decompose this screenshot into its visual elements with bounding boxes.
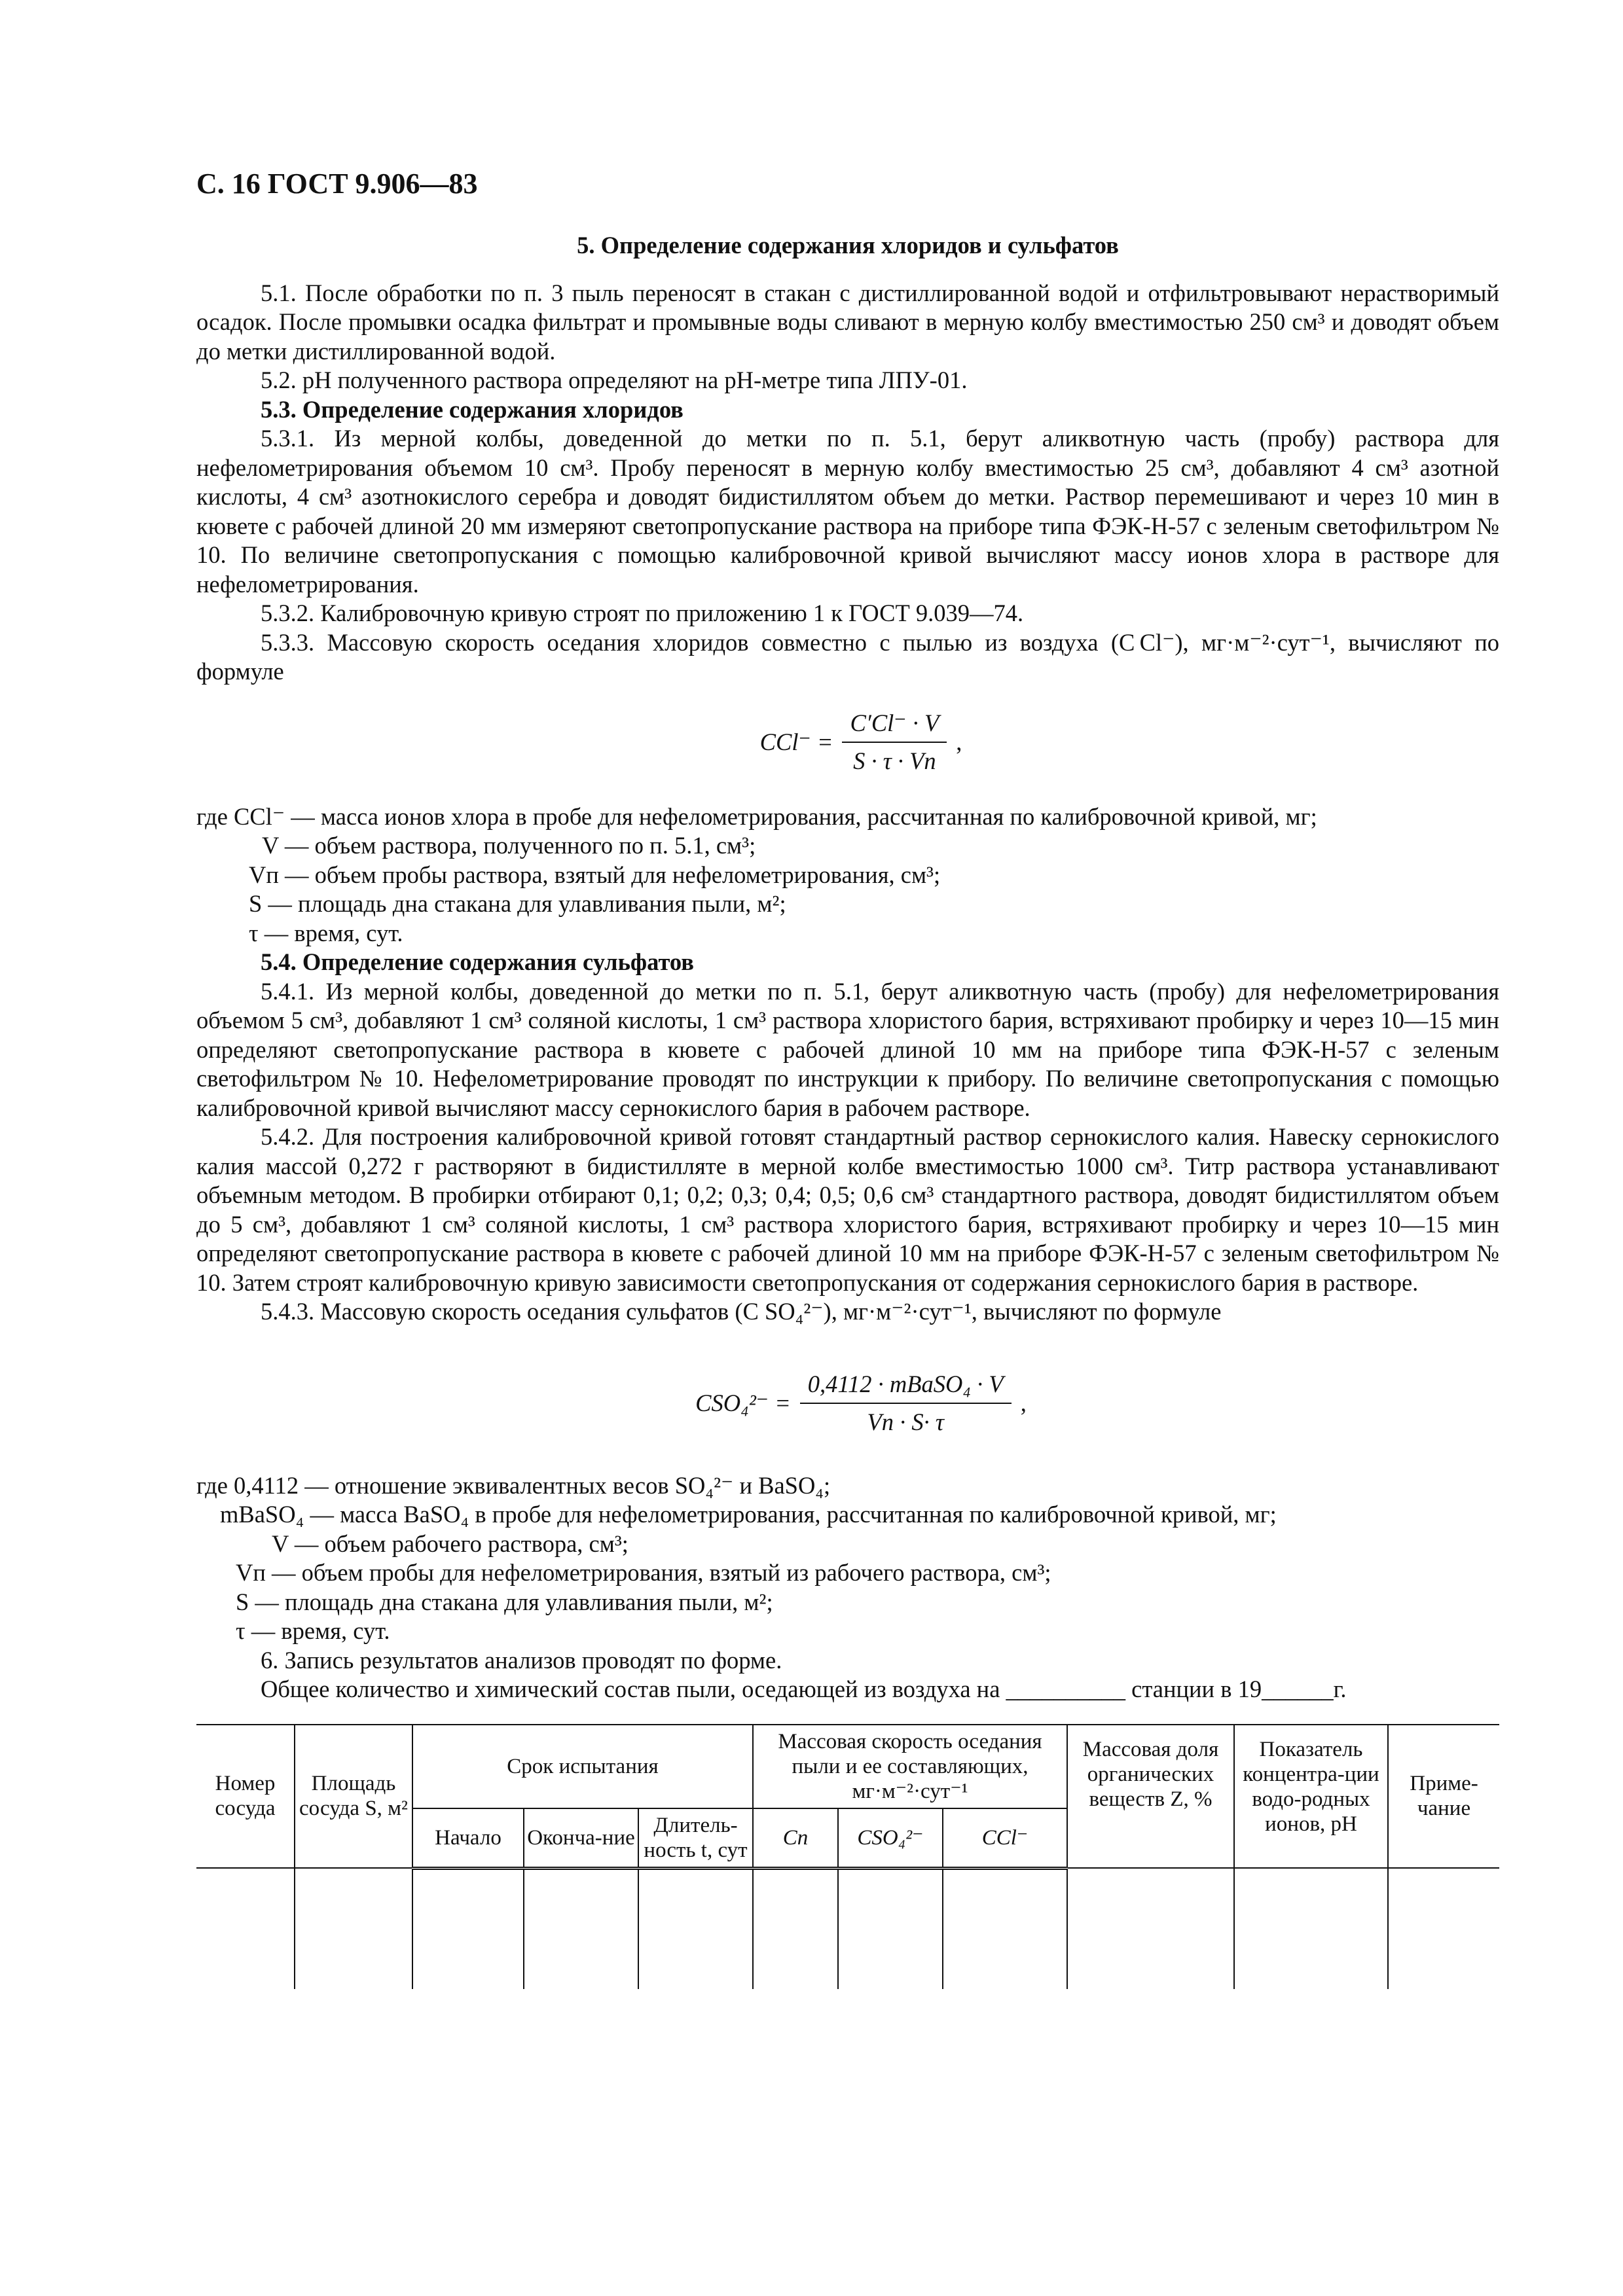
record-table-wrapper xyxy=(196,1724,1499,1989)
paragraph-6-form-caption: Общее количество и химический состав пыли, оседающей из воздуха на __________ станции в 19______г. xyxy=(261,1676,1347,1702)
formula-chlorides-fraction xyxy=(842,709,947,776)
heading-5-4: 5.4. Определение содержания сульфатов xyxy=(261,948,694,975)
table-cell xyxy=(295,1868,412,1989)
definition-item: где 0,4112 — отношение эквивалентных весов SO₄²⁻ и BaSO₄; xyxy=(196,1471,831,1499)
formula-chlorides-numerator: C′Cl⁻ · V xyxy=(842,709,947,744)
subcolumn-end: Оконча-ние xyxy=(524,1808,638,1869)
table-cell xyxy=(838,1868,943,1989)
subcolumn-start: Начало xyxy=(412,1808,524,1869)
page-header: С. 16 ГОСТ 9.906—83 xyxy=(196,168,478,200)
subcolumn-cso4: CSO₄²⁻ xyxy=(838,1808,943,1869)
subcolumn-cp: Cп xyxy=(753,1808,838,1869)
paragraph-5-3-2: 5.3.2. Калибровочную кривую строят по приложению 1 к ГОСТ 9.039—74. xyxy=(261,600,1024,626)
paragraph-5-2: 5.2. pH полученного раствора определяют на pH-метре типа ЛПУ-01. xyxy=(261,367,968,393)
formula-chlorides-denominator: S · τ · Vп xyxy=(853,747,936,774)
column-organic-fraction: Массовая доля органических веществ Z, % xyxy=(1067,1725,1234,1869)
paragraph-5-1: 5.1. После обработки по п. 3 пыль переносят в стакан с дистиллированной водой и отфильтровывают нерастворимый осадок. После промывки осадка фильтрат и промывные воды сливают в мерную колбу вместимостью 250 см³ и доводят объем до метки дистиллированной водой. xyxy=(196,279,1499,365)
column-deposition-rate: Массовая скорость оседания пыли и ее составляющих, мг·м⁻²·сут⁻¹ xyxy=(753,1725,1067,1808)
definition-item: mBaSO₄ — масса BaSO₄ в пробе для нефелометрирования, рассчитанная по калибровочной кривой, мг; xyxy=(220,1501,1277,1528)
definition-item: τ — время, сут. xyxy=(236,1617,390,1644)
formula-chlorides xyxy=(223,709,1499,776)
subcolumn-ccl: CCl⁻ xyxy=(943,1808,1067,1869)
table-cell xyxy=(196,1868,295,1989)
paragraph-5-4-1: 5.4.1. Из мерной колбы, доведенной до метки по п. 5.1, берут аликвотную часть (пробу) для нефелометрирования объемом 5 см³, добавляют 1 см³ соляной кислоты, 1 см³ раствора хлористого бария, встряхивают пробирку и через 10—15 мин определяют светопропускание раствора в кювете с рабочей длиной 10 мм на приборе типа ФЭК-Н-57 с зеленым светофильтром № 10. Нефелометрирование проводят по инструкции к прибору. По величине светопропускания с помощью калибровочной кривой вычисляют массу сернокислого бария в рабочем растворе. xyxy=(196,977,1499,1121)
table-cell xyxy=(638,1868,753,1989)
formula-chlorides-lhs: CCl⁻ = xyxy=(759,728,833,755)
column-vessel-area: Площадь сосуда S, м² xyxy=(295,1725,412,1869)
formula-sulfates-lhs: CSO₄²⁻ = xyxy=(695,1389,791,1416)
paragraph-5-3-1: 5.3.1. Из мерной колбы, доведенной до метки по п. 5.1, берут аликвотную часть (пробу) раствора для нефелометрирования объемом 10 см³. Пробу переносят в мерную колбу вместимостью 25 см³, добавляют 4 см³ азотной кислоты, 4 см³ азотнокислого серебра и доводят бидистиллятом объем до метки. Раствор перемешивают и через 10 мин в кювете с рабочей длиной 20 мм измеряют светопропускание раствора на приборе типа ФЭК-Н-57 с зеленым светофильтром № 10. По величине светопропускания с помощью калибровочной кривой вычисляют массу ионов хлора в растворе для нефелометрирования. xyxy=(196,425,1499,598)
formula-sulfates-fraction xyxy=(800,1370,1012,1437)
table-cell xyxy=(412,1868,524,1989)
definition-item: S — площадь дна стакана для улавливания пыли, м²; xyxy=(236,1588,773,1615)
column-vessel-number: Номер сосуда xyxy=(196,1725,295,1869)
table-cell xyxy=(1234,1868,1388,1989)
paragraph-5-4-3: 5.4.3. Массовую скорость оседания сульфатов (C SO₄²⁻), мг·м⁻²·сут⁻¹, вычисляют по формуле xyxy=(261,1298,1222,1325)
definition-item: Vп — объем пробы для нефелометрирования, взятый из рабочего раствора, см³; xyxy=(236,1559,1051,1586)
paragraph-6: 6. Запись результатов анализов проводят по форме. xyxy=(261,1646,782,1674)
definition-item: Vп — объем пробы раствора, взятый для нефелометрирования, см³; xyxy=(249,861,941,888)
record-table xyxy=(196,1724,1499,1989)
definition-item: τ — время, сут. xyxy=(249,919,403,946)
formula-sulfates-tail: , xyxy=(1020,1389,1027,1416)
definitions-chlorides xyxy=(196,802,1499,948)
heading-5-3: 5.3. Определение содержания хлоридов xyxy=(261,395,684,423)
table-cell xyxy=(1067,1868,1234,1989)
document-page xyxy=(196,167,1499,1989)
formula-sulfates-numerator: 0,4112 · mBaSO₄ · V xyxy=(800,1370,1012,1405)
table-cell xyxy=(943,1868,1067,1989)
definition-item: S — площадь дна стакана для улавливания пыли, м²; xyxy=(249,890,786,917)
subcolumn-duration: Длитель-ность t, сут xyxy=(638,1808,753,1869)
formula-sulfates-denominator: Vп · S· τ xyxy=(867,1408,944,1435)
paragraph-5-4-2: 5.4.2. Для построения калибровочной кривой готовят стандартный раствор сернокислого калия. Навеску сернокислого калия массой 0,272 г растворяют в бидистилляте в мерной колбе вместимостью 1000 см³. Титр раствора устанавливают объемным методом. В пробирки отбирают 0,1; 0,2; 0,3; 0,4; 0,5; 0,6 см³ стандартного раствора, доводят бидистиллятом объем до 5 см³, добавляют 1 см³ соляной кислоты, 1 см³ раствора хлористого бария, встряхивают пробирку и через 10—15 мин определяют светопропускание раствора в кювете с рабочей длиной 10 мм на приборе ФЭК-Н-57 с зеленым светофильтром № 10. Затем строят калибровочную кривую зависимости светопропускания от содержания сернокислого бария в растворе. xyxy=(196,1123,1499,1296)
section-title: 5. Определение содержания хлоридов и сульфатов xyxy=(577,232,1119,259)
formula-chlorides-tail: , xyxy=(956,728,962,755)
definition-item: где CCl⁻ — масса ионов хлора в пробе для нефелометрирования, рассчитанная по калибровочной кривой, мг; xyxy=(196,802,1317,830)
definition-item: V — объем рабочего раствора, см³; xyxy=(272,1530,629,1557)
column-test-period: Срок испытания xyxy=(412,1725,753,1808)
table-cell xyxy=(524,1868,638,1989)
definitions-sulfates xyxy=(196,1471,1499,1646)
formula-sulfates xyxy=(223,1370,1499,1437)
table-cell xyxy=(753,1868,838,1989)
definition-item: V — объем раствора, полученного по п. 5.1, см³; xyxy=(262,832,756,859)
column-note: Приме-чание xyxy=(1388,1725,1499,1869)
column-ph: Показатель концентра-ции водо-родных ионов, pH xyxy=(1234,1725,1388,1869)
table-cell xyxy=(1388,1868,1499,1989)
paragraph-5-3-3: 5.3.3. Массовую скорость оседания хлоридов совместно с пылью из воздуха (C Cl⁻), мг·м⁻²·сут⁻¹, вычисляют по формуле xyxy=(196,628,1499,685)
